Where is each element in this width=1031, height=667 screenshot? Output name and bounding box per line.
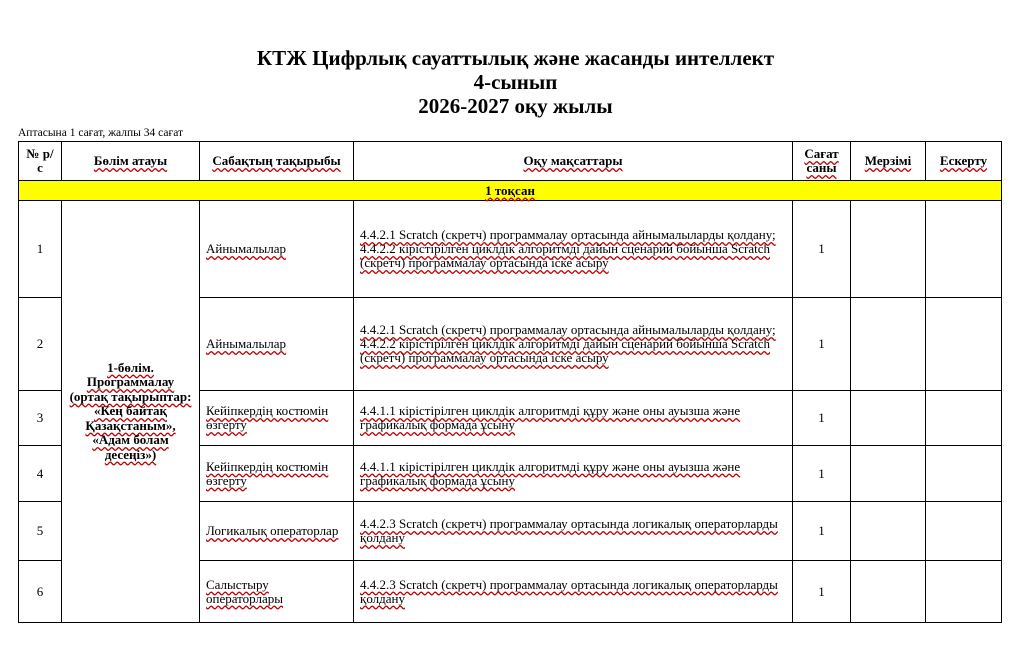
col-header-topic: Сабақтың тақырыбы xyxy=(200,142,354,181)
row-number: 4 xyxy=(19,446,62,502)
title-line-2: 4-сынып xyxy=(473,70,558,94)
learning-objectives xyxy=(354,561,793,623)
document-title xyxy=(0,46,1031,118)
notes-cell xyxy=(926,561,1002,623)
hours-count: 1 xyxy=(793,502,851,561)
objective-line: 4.4.2.1 Scratch (скретч) программалау ортасында айнымалыларды қолдану; xyxy=(360,227,776,242)
row-number: 2 xyxy=(19,298,62,391)
col-header-objectives: Оқу мақсаттары xyxy=(354,142,793,181)
learning-objectives xyxy=(354,201,793,298)
section-name: 1-бөлім. Программалау (ортақ тақырыптар: «Кең байтақ Қазақстаным», «Адам болам десеңіз») xyxy=(62,201,200,623)
learning-objectives xyxy=(354,391,793,446)
learning-objectives xyxy=(354,502,793,561)
objective-line: 4.4.1.1 кірістірілген циклдік алгоритмді құру және оны ауызша және графикалық формада ұсыну xyxy=(360,403,741,432)
lesson-topic: Салыстыру операторлары xyxy=(200,561,354,623)
notes-cell xyxy=(926,298,1002,391)
learning-objectives xyxy=(354,298,793,391)
quarter-row xyxy=(19,181,1002,201)
col-header-number: № р/с xyxy=(19,142,62,181)
col-header-hours: Сағат саны xyxy=(793,142,851,181)
hours-count: 1 xyxy=(793,446,851,502)
learning-objectives xyxy=(354,446,793,502)
table-row xyxy=(19,201,1002,298)
row-number: 6 xyxy=(19,561,62,623)
hours-count: 1 xyxy=(793,298,851,391)
notes-cell xyxy=(926,391,1002,446)
objective-line: 4.4.2.3 Scratch (скретч) программалау ортасында логикалық операторларды қолдану xyxy=(360,516,778,545)
lesson-topic: Кейіпкердің костюмін өзгерту xyxy=(200,446,354,502)
objective-line: 4.4.2.3 Scratch (скретч) программалау ортасында логикалық операторларды қолдану xyxy=(360,576,778,606)
lesson-topic: Айнымалылар xyxy=(200,201,354,298)
hours-note: Аптасына 1 сағат, жалпы 34 сағат xyxy=(18,127,184,139)
col-header-date: Мерзімі xyxy=(851,142,926,181)
date-cell xyxy=(851,561,926,623)
title-line-1: КТЖ Цифрлық сауаттылық және жасанды интеллект xyxy=(256,46,775,70)
row-number: 1 xyxy=(19,201,62,298)
objective-line: 4.4.1.1 кірістірілген циклдік алгоритмді құру және оны ауызша және графикалық формада ұсыну xyxy=(360,458,741,488)
col-header-section: Бөлім атауы xyxy=(62,142,200,181)
hours-count: 1 xyxy=(793,201,851,298)
notes-cell xyxy=(926,446,1002,502)
row-number: 5 xyxy=(19,502,62,561)
table-header-row xyxy=(19,142,1002,181)
lesson-topic: Айнымалылар xyxy=(200,298,354,391)
notes-cell xyxy=(926,201,1002,298)
quarter-label: 1 тоқсан xyxy=(19,181,1002,201)
date-cell xyxy=(851,502,926,561)
objective-line: 4.4.2.1 Scratch (скретч) программалау ортасында айнымалыларды қолдану; xyxy=(360,322,776,337)
row-number: 3 xyxy=(19,391,62,446)
lesson-topic: Кейіпкердің костюмін өзгерту xyxy=(200,391,354,446)
curriculum-table xyxy=(18,141,1002,623)
objective-line: 4.4.2.2 кірістірілген циклдік алгоритмді дайын сценарий бойынша Scratch (скретч) программалау ортасында іске асыру xyxy=(360,241,771,270)
date-cell xyxy=(851,201,926,298)
lesson-topic: Логикалық операторлар xyxy=(200,502,354,561)
date-cell xyxy=(851,391,926,446)
date-cell xyxy=(851,298,926,391)
objective-line: 4.4.2.2 кірістірілген циклдік алгоритмді дайын сценарий бойынша Scratch (скретч) программалау ортасында іске асыру xyxy=(360,336,771,365)
col-header-notes: Ескерту xyxy=(926,142,1002,181)
title-line-3: 2026-2027 оқу жылы xyxy=(418,94,613,118)
hours-count: 1 xyxy=(793,561,851,623)
hours-count: 1 xyxy=(793,391,851,446)
notes-cell xyxy=(926,502,1002,561)
date-cell xyxy=(851,446,926,502)
